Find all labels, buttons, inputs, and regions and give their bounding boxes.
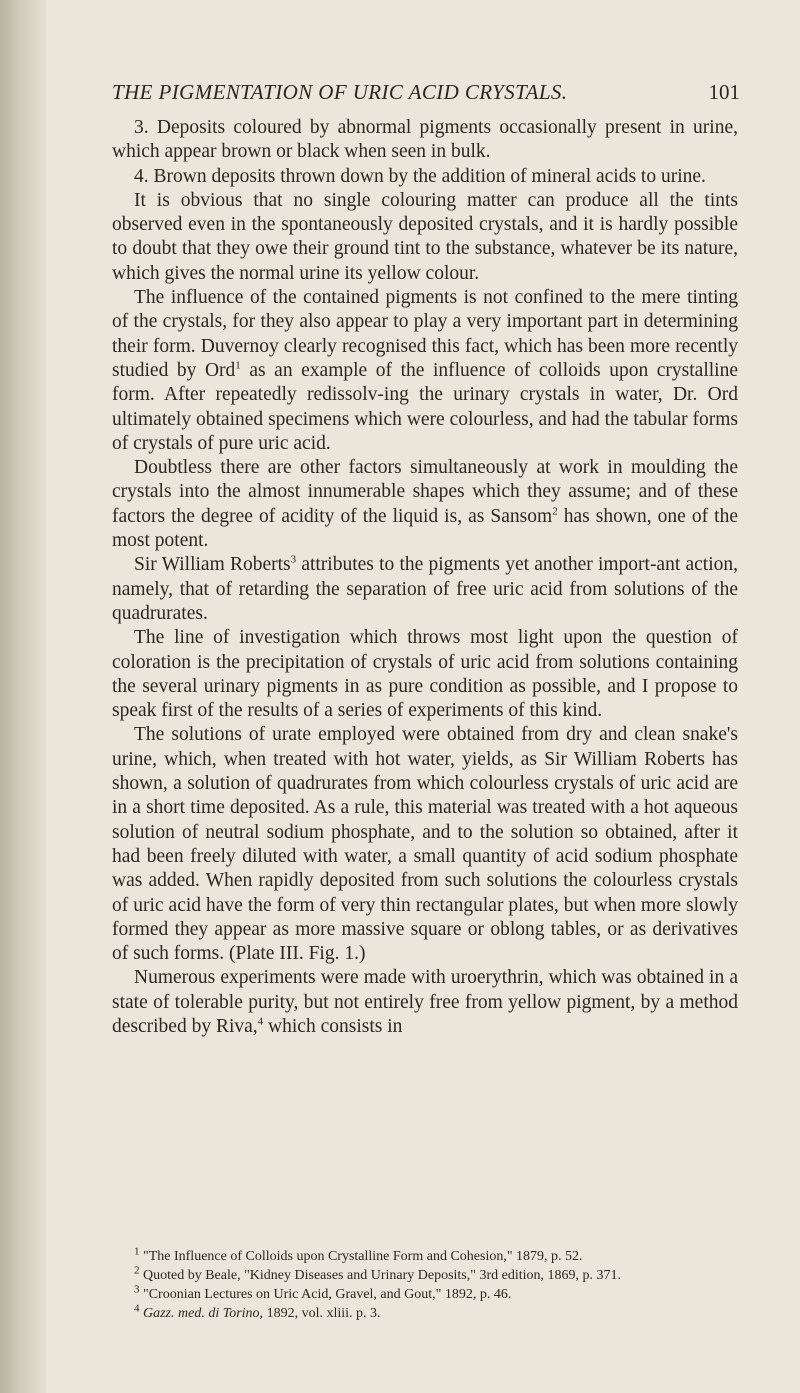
footnote (112, 1285, 738, 1304)
paragraph (112, 286, 738, 456)
paragraph: The line of investigation which throws most light upon the question of coloration is the precipitation of crystals of uric acid from solutions containing the several urinary pigments in as pure condition as possible, and I propose to speak first of the results of a series of experiments of this kind. (112, 627, 738, 722)
paragraph-text: as an example of the influence of colloids upon crystalline form. After repeatedly redissolv-ing the urinary crystals in water, Dr. Ord ultimately obtained specimens which were colourless, and had the tabular forms of crystals of pure uric acid. (112, 359, 738, 454)
footnote (112, 1304, 738, 1323)
footnote-text: "Croonian Lectures on Uric Acid, Gravel, and Gout," 1892, p. 46. (143, 1287, 512, 1302)
paragraph-text: Sir William Roberts (134, 554, 291, 576)
footnote-marker: 2 (134, 1264, 140, 1277)
footnote-ref: 3 (290, 553, 297, 566)
footnote-marker: 4 (134, 1302, 140, 1315)
paragraph-text: has shown, one of the most potent. (112, 505, 738, 552)
paragraph (112, 966, 738, 1039)
paragraph-text: attributes to the pigments yet another import-ant action, namely, that of retarding the separation of free uric acid from solutions of the quadrurates. (112, 554, 738, 624)
paragraph-text: Numerous experiments were made with uroerythrin, which was obtained in a state of tolerable purity, but not entirely free from yellow pigment, by a method described by Riva, (112, 967, 738, 1037)
footnote-marker: 1 (134, 1245, 140, 1258)
list-item-4: 4. Brown deposits thrown down by the addition of mineral acids to urine. (134, 165, 706, 187)
footnote (112, 1266, 738, 1285)
list-item-3: 3. Deposits coloured by abnormal pigments occasionally present in urine, which appear brown or black when seen in bulk. (112, 117, 738, 163)
running-title: THE PIGMENTATION OF URIC ACID CRYSTALS. (112, 80, 568, 104)
paragraph: The solutions of urate employed were obtained from dry and clean snake's urine, which, when treated with hot water, yields, as Sir William Roberts has shown, a solution of quadrurates from which colourless crystals of uric acid are in a short time deposited. As a rule, this material was treated with a hot aqueous solution of neutral sodium phosphate, and to the solution so obtained, after it had been freely diluted with water, a small quantity of acid sodium phosphate was added. When rapidly deposited from such solutions the colourless crystals of uric acid have the form of very thin rectangular plates, but when more slowly formed they appear as more massive square or oblong tables, or as derivatives of such forms. (Plate III. Fig. 1.) (112, 724, 738, 965)
paragraph (112, 553, 738, 626)
footnote-text: "The Influence of Colloids upon Crystalline Form and Cohesion," 1879, p. 52. (143, 1249, 583, 1264)
paragraph-text: The influence of the contained pigments is not confined to the mere tinting of the crystals, for they also appear to play a very important part in determining their form. Duvernoy clearly recognised this fact, which has been more recently studied by Ord (112, 287, 738, 381)
paragraph: It is obvious that no single colouring matter can produce all the tints observed even in the spontaneously deposited crystals, and it is hardly possible to doubt that they owe their ground tint to the substance, whatever be its nature, which gives the normal urine its yellow colour. (112, 189, 738, 284)
footnotes (112, 1247, 738, 1323)
footnote-text: Quoted by Beale, "Kidney Diseases and Urinary Deposits," 3rd edition, 1869, p. 371. (143, 1268, 622, 1283)
body-text (112, 116, 738, 1039)
paragraph-text: Doubtless there are other factors simultaneously at work in moulding the crystals into the almost innumerable shapes which they assume; and of these factors the degree of acidity of the liquid is, as Sansom (112, 457, 738, 527)
footnote-ref: 2 (552, 505, 558, 518)
page-gutter-shadow (0, 0, 46, 1393)
running-header (112, 80, 740, 106)
page-number: 101 (708, 80, 740, 104)
footnote-journal: Gazz. med. di Torino, (143, 1306, 264, 1321)
footnote-ref: 1 (235, 359, 241, 372)
footnote (112, 1247, 738, 1266)
footnote-text: 1892, vol. xliii. p. 3. (263, 1306, 381, 1321)
paragraph (112, 456, 738, 553)
paragraph-text: which consists in (263, 1015, 403, 1037)
footnote-ref: 4 (257, 1015, 264, 1028)
footnote-marker: 3 (134, 1283, 140, 1296)
